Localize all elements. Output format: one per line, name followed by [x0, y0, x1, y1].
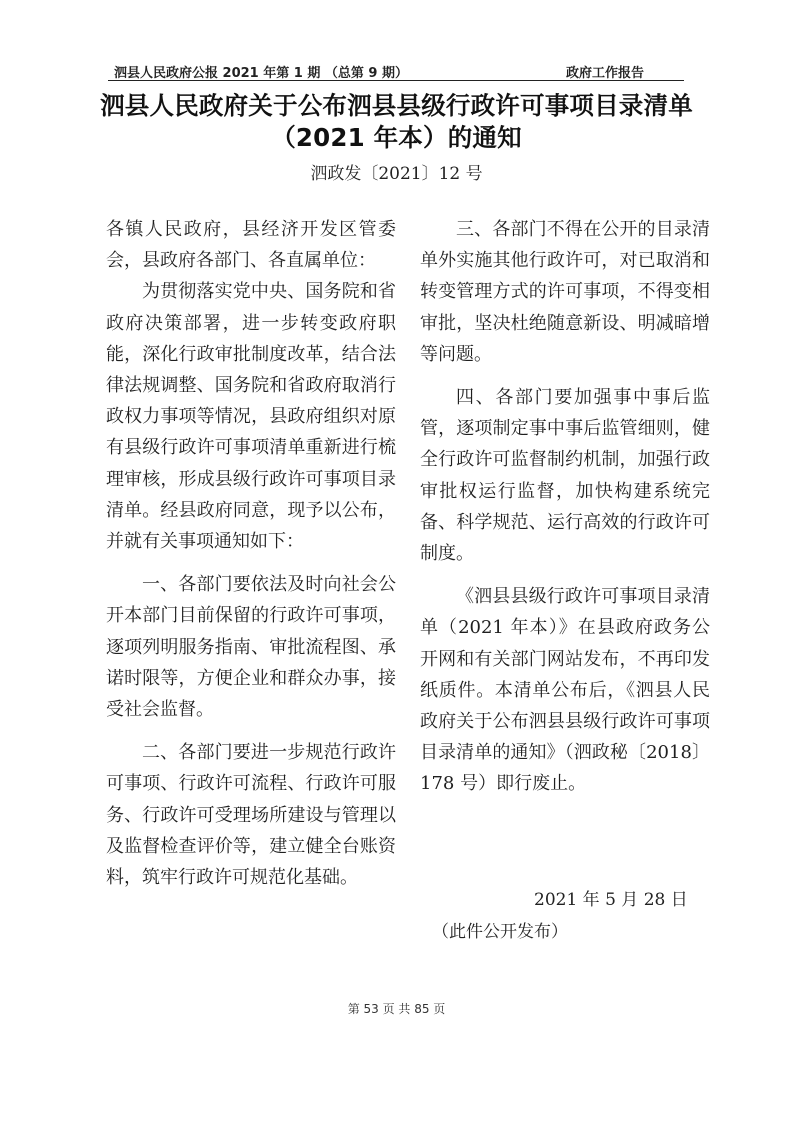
body-right-column [420, 214, 710, 800]
body-left-column [106, 214, 396, 893]
body-paragraph: 四、各部门要加强事中事后监管，逐项制定事中事后监管细则，健全行政许可监督制约机制，加强行政审批权运行监督，加快构建系统完备、科学规范、运行高效的行政许可制度。 [420, 387, 710, 565]
section-label: 政府工作报告 [565, 66, 644, 81]
document-title-line-1: 泗县人民政府关于公布泗县县级行政许可事项目录清单 [100, 91, 693, 120]
gazette-issue-label: 泗县人民政府公报 2021 年第 1 期 （总第 9 期） [114, 66, 408, 81]
body-paragraph: 二、各部门要进一步规范行政许可事项、行政许可流程、行政许可服务、行政许可受理场所建设与管理以及监督检查评价等，建立健全台账资料，筑牢行政许可规范化基础。 [106, 742, 396, 889]
body-paragraph: 三、各部门不得在公开的目录清单外实施其他行政许可，对已取消和转变管理方式的许可事项，不得变相审批，坚决杜绝随意新设、明减暗增等问题。 [420, 219, 710, 365]
body-paragraph: 《泗县县级行政许可事项目录清单（2021 年本）》在县政府政务公开网和有关部门网站发布，不再印发纸质件。本清单公布后，《泗县人民政府关于公布泗县县级行政许可事项目录清单的通知》（泗政秘〔2018〕178 号）即行废止。 [420, 586, 710, 795]
document-number: 泗政发〔2021〕12 号 [310, 164, 483, 184]
page-header [108, 62, 684, 81]
addressee-paragraph: 各镇人民政府，县经济开发区管委会，县政府各部门、各直属单位： [106, 219, 396, 272]
body-paragraph: 为贯彻落实党中央、国务院和省政府决策部署，进一步转变政府职能，深化行政审批制度改革，结合法律法规调整、国务院和省政府取消行政权力事项等情况，县政府组织对原有县级行政许可事项清单重新进行梳理审核，形成县级行政许可事项目录清单。经县政府同意，现予以公布，并就有关事项通知如下： [106, 281, 396, 553]
body-paragraph: 一、各部门要依法及时向社会公开本部门目前保留的行政许可事项，逐项列明服务指南、审批流程图、承诺时限等，方便企业和群众办事，接受社会监督。 [106, 574, 396, 721]
issue-date: 2021 年 5 月 28 日 [534, 890, 688, 910]
page-number: 第 53 页 共 85 页 [347, 1002, 446, 1016]
publication-note: （此件公开发布） [432, 922, 568, 942]
document-title-line-2: （2021 年本）的通知 [271, 123, 522, 152]
